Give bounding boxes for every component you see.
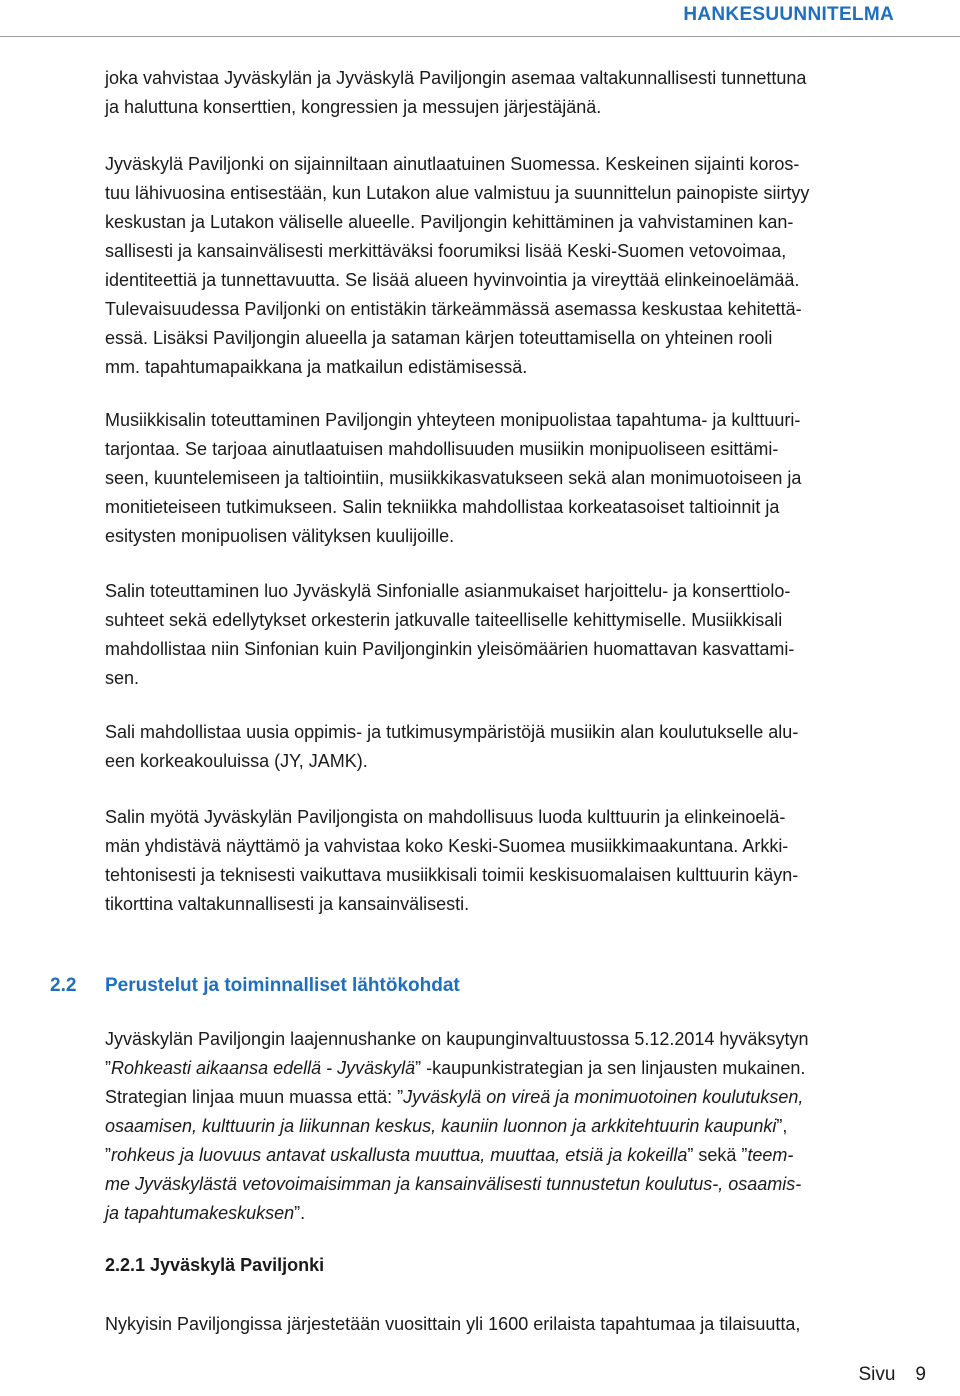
text-line bbox=[105, 1170, 910, 1199]
text-line bbox=[105, 1141, 910, 1170]
text-line bbox=[105, 1054, 910, 1083]
quote-italic: osaamisen, kulttuurin ja liikunnan keskus, kauniin luonnon ja arkkitehtuurin kaupunki bbox=[105, 1116, 777, 1136]
text-line: identiteettiä ja tunnettavuutta. Se lisää alueen hyvinvointia ja vireyttää elinkeinoelämää. bbox=[105, 270, 800, 290]
quote-italic: Jyväskylä on vireä ja monimuotoinen koulutuksen, bbox=[403, 1087, 804, 1107]
text-line: mm. tapahtumapaikkana ja matkailun edistämisessä. bbox=[105, 357, 528, 377]
strategy-name: Rohkeasti aikaansa edellä - Jyväskylä bbox=[111, 1058, 416, 1078]
text-line: een korkeakouluissa (JY, JAMK). bbox=[105, 751, 368, 771]
text-span: ” sekä ” bbox=[687, 1145, 748, 1165]
text-span: Strategian linjaa muun muassa että: ” bbox=[105, 1087, 404, 1107]
document-header-title: HANKESUUNNITELMA bbox=[683, 4, 894, 25]
text-line: joka vahvistaa Jyväskylän ja Jyväskylä Paviljongin asemaa valtakunnallisesti tunnettuna bbox=[105, 68, 807, 88]
text-line: sallisesti ja kansainvälisesti merkittäväksi foorumiksi lisää Keski-Suomen vetovoimaa, bbox=[105, 241, 787, 261]
text-line: Sali mahdollistaa uusia oppimis- ja tutkimusympäristöjä musiikin alan koulutukselle alu- bbox=[105, 722, 799, 742]
paragraph-6 bbox=[105, 803, 910, 919]
text-line: Salin toteuttaminen luo Jyväskylä Sinfonialle asianmukaiset harjoittelu- ja konserttiolo- bbox=[105, 581, 791, 601]
text-line bbox=[105, 1199, 910, 1228]
section-number: 2.2 bbox=[50, 975, 77, 996]
text-line: tuu lähivuosina entisestään, kun Lutakon alue valmistuu ja suunnittelun painopiste siirtyy bbox=[105, 183, 810, 203]
subsection-title: 2.2.1 Jyväskylä Paviljonki bbox=[105, 1255, 325, 1275]
text-line bbox=[105, 1112, 910, 1141]
text-line: ja haluttuna konserttien, kongressien ja messujen järjestäjänä. bbox=[105, 97, 602, 117]
paragraph-4 bbox=[105, 577, 910, 693]
text-line: tehtonisesti ja teknisesti vaikuttava musiikkisali toimii keskisuomalaisen kulttuurin käyn- bbox=[105, 865, 799, 885]
text-line: Jyväskylä Paviljonki on sijainniltaan ainutlaatuinen Suomessa. Keskeinen sijainti koros- bbox=[105, 154, 800, 174]
text-line: män yhdistävä näyttämö ja vahvistaa koko Keski-Suomea musiikkimaakuntana. Arkki- bbox=[105, 836, 789, 856]
quote-italic: rohkeus ja luovuus antavat uskallusta muuttua, muuttaa, etsiä ja kokeilla bbox=[111, 1145, 688, 1165]
text-line: suhteet sekä edellytykset orkesterin jatkuvalle taiteelliselle kehittymiselle. Musiikkisali bbox=[105, 610, 783, 630]
text-span: ” -kaupunkistrategian ja sen linjausten mukainen. bbox=[415, 1058, 806, 1078]
text-line: Jyväskylän Paviljongin laajennushanke on kaupunginvaltuustossa 5.12.2014 hyväksytyn bbox=[105, 1029, 809, 1049]
text-line: tarjontaa. Se tarjoaa ainutlaatuisen mahdollisuuden musiikin monipuoliseen esittämi- bbox=[105, 439, 779, 459]
quote-italic: ja tapahtumakeskuksen bbox=[105, 1203, 295, 1223]
text-line: Tulevaisuudessa Paviljonki on entistäkin tärkeämmässä asemassa keskustaa kehitettä- bbox=[105, 299, 802, 319]
text-line: Musiikkisalin toteuttaminen Paviljongin yhteyteen monipuolistaa tapahtuma- ja kulttuuri- bbox=[105, 410, 801, 430]
paragraph-3 bbox=[105, 406, 910, 551]
text-line: seen, kuuntelemiseen ja taltiointiin, musiikkikasvatukseen sekä alan monimuotoiseen ja bbox=[105, 468, 802, 488]
quote-italic: teem- bbox=[747, 1145, 794, 1165]
paragraph-last bbox=[105, 1310, 910, 1339]
quote-italic: me Jyväskylästä vetovoimaisimman ja kansainvälisesti tunnustetun koulutus-, osaamis- bbox=[105, 1174, 802, 1194]
header-divider bbox=[0, 36, 960, 37]
section-title: Perustelut ja toiminnalliset lähtökohdat bbox=[105, 975, 460, 996]
text-line: Nykyisin Paviljongissa järjestetään vuosittain yli 1600 erilaista tapahtumaa ja tilaisuutta, bbox=[105, 1314, 801, 1334]
page-footer bbox=[858, 1364, 926, 1386]
quote-mark: ” bbox=[105, 1058, 111, 1078]
text-line: essä. Lisäksi Paviljongin alueella ja sataman kärjen toteuttamisella on yhteinen rooli bbox=[105, 328, 773, 348]
text-line bbox=[105, 1083, 910, 1112]
page-number: 9 bbox=[915, 1364, 926, 1385]
text-line: sen. bbox=[105, 668, 140, 688]
paragraph-1 bbox=[105, 64, 910, 122]
text-line: monitieteiseen tutkimukseen. Salin tekniikka mahdollistaa korkeatasoiset taltioinnit ja bbox=[105, 497, 780, 517]
text-span: ”. bbox=[294, 1203, 306, 1223]
text-line: keskustan ja Lutakon väliselle alueelle. Paviljongin kehittäminen ja vahvistaminen kan- bbox=[105, 212, 794, 232]
text-line: mahdollistaa niin Sinfonian kuin Paviljonginkin yleisömäärien huomattavan kasvattami- bbox=[105, 639, 795, 659]
paragraph-2 bbox=[105, 150, 910, 382]
quote-mark: ” bbox=[105, 1145, 111, 1165]
text-span: ”, bbox=[776, 1116, 788, 1136]
text-line: tikorttina valtakunnallisesti ja kansainvälisesti. bbox=[105, 894, 470, 914]
paragraph-5 bbox=[105, 718, 910, 776]
text-line: Salin myötä Jyväskylän Paviljongista on mahdollisuus luoda kulttuurin ja elinkeinoelä- bbox=[105, 807, 786, 827]
text-line: esitysten monipuolisen välityksen kuulijoille. bbox=[105, 526, 455, 546]
strategy-paragraph bbox=[105, 1025, 910, 1228]
page-label: Sivu bbox=[858, 1364, 896, 1385]
